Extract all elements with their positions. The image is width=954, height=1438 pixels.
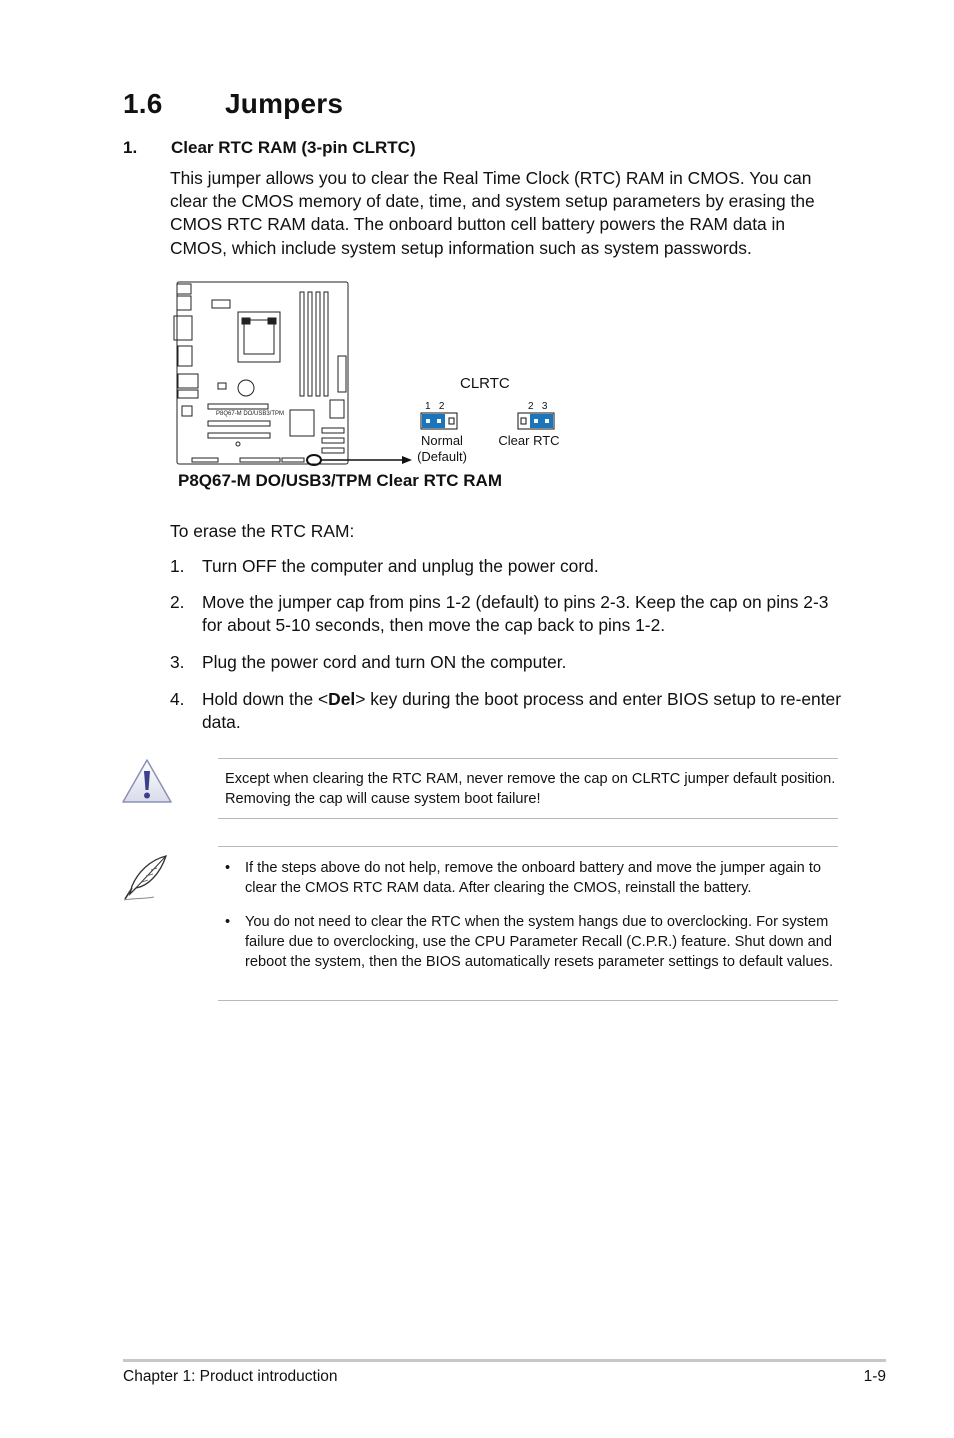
footer-page-number: 1-9 <box>863 1368 886 1385</box>
motherboard-outline <box>174 282 348 464</box>
figure-caption: P8Q67-M DO/USB3/TPM Clear RTC RAM <box>178 471 502 490</box>
section-heading <box>123 88 343 120</box>
item-heading <box>123 138 416 158</box>
footer-rule <box>123 1359 886 1362</box>
normal-pin-numbers: 1 2 <box>425 401 445 412</box>
erase-title: To erase the RTC RAM: <box>170 521 355 541</box>
warning-triangle-icon <box>122 758 174 806</box>
clear-label: Clear RTC <box>498 433 560 448</box>
item-title: Clear RTC RAM (3-pin CLRTC) <box>171 138 416 157</box>
del-key: Del <box>328 689 356 709</box>
note-item-2: • You do not need to clear the RTC when the system hangs due to overclocking. For system failure due to overclocking, use the CPU Parameter Recall (C.P.R.) feature. Shut down and reboot the system, then the BIOS automatically resets parameter settings to default values. <box>225 914 834 970</box>
step-1: 1. Turn OFF the computer and unplug the power cord. <box>170 556 599 576</box>
normal-default-label: (Default) <box>417 449 467 464</box>
warning-bottom-rule <box>218 818 838 819</box>
footer-chapter: Chapter 1: Product introduction <box>123 1368 338 1385</box>
intro-paragraph: This jumper allows you to clear the Real Time Clock (RTC) RAM in CMOS. You can clear the CMOS memory of date, time, and system setup parameters by erasing the CMOS RTC RAM data. The onboard button cell battery powers the RAM data in CMOS, which include system setup information such as system passwords. <box>170 168 815 258</box>
warning-top-rule <box>218 758 838 759</box>
bullet-icon: • <box>225 914 231 930</box>
bullet-icon: • <box>225 860 231 876</box>
step-3: 3. Plug the power cord and turn ON the computer. <box>170 652 567 672</box>
warning-text: Except when clearing the RTC RAM, never remove the cap on CLRTC jumper default position. Removing the cap will cause system boot failure! <box>225 771 836 807</box>
jumper-name: CLRTC <box>460 375 510 392</box>
board-label: P8Q67-M DO/USB3/TPM <box>216 411 285 417</box>
clear-pin-numbers: 2 3 <box>528 401 548 412</box>
jumper-clear <box>518 413 554 429</box>
step-2: 2. Move the jumper cap from pins 1-2 (default) to pins 2-3. Keep the cap on pins 2-3 for about 5-10 seconds, then move the cap back to pins 1-2. <box>170 592 829 636</box>
item-number: 1. <box>123 138 138 157</box>
step-4: 4. Hold down the <Del> key during the boot process and enter BIOS setup to re-enter data. <box>170 689 842 733</box>
pointer-arrowhead-icon <box>402 456 412 464</box>
jumper-normal <box>421 413 457 429</box>
note-item-1: • If the steps above do not help, remove the onboard battery and move the jumper again to clear the CMOS RTC RAM data. After clearing the CMOS, reinstall the battery. <box>225 860 822 896</box>
feather-pen-icon <box>120 852 174 904</box>
clrtc-diagram <box>170 276 590 472</box>
section-number: 1.6 <box>123 88 163 119</box>
note-top-rule <box>218 846 838 847</box>
normal-label: Normal <box>421 433 463 448</box>
section-title: Jumpers <box>225 88 344 119</box>
note-bottom-rule <box>218 1000 838 1001</box>
